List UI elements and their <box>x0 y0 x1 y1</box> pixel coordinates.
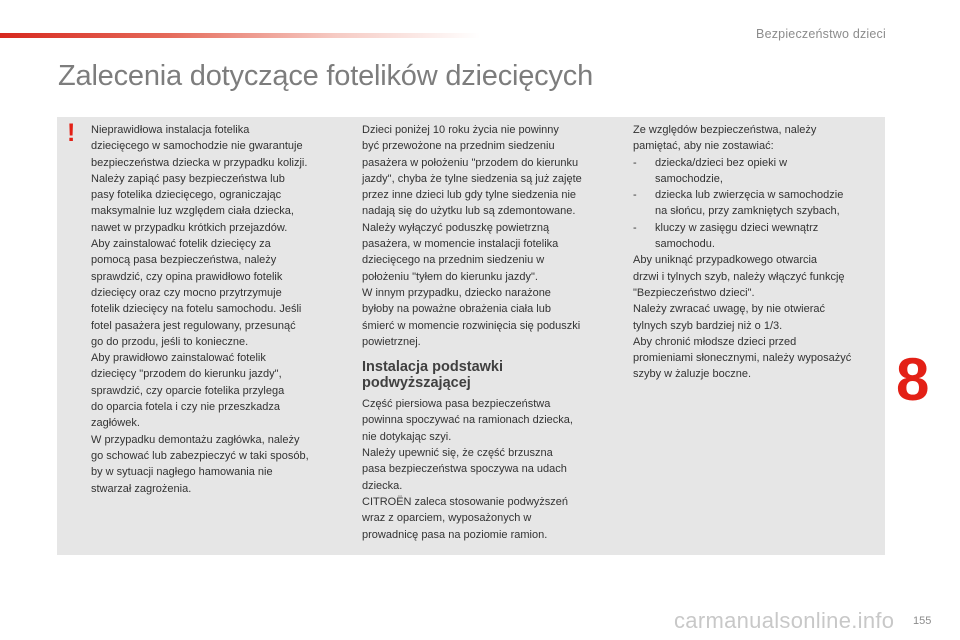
subheading-line: podwyższającej <box>362 375 471 392</box>
text-line: dziecięcego w samochodzie nie gwarantuje <box>91 140 303 153</box>
text-line: powietrznej. <box>362 335 421 348</box>
text-line: Dzieci poniżej 10 roku życia nie powinny <box>362 124 559 136</box>
text-line: tylnych szyb bardziej niż o 1/3. <box>633 319 783 332</box>
text-line: bezpieczeństwa dziecka w przypadku kolizji. <box>91 156 308 169</box>
warning-exclamation-icon: ! <box>67 119 76 147</box>
text-line: prowadnicę pasa na poziomie ramion. <box>362 528 548 541</box>
text-line: dziecka/dzieci bez opieki w <box>655 156 788 169</box>
text-line: dziecka. <box>362 479 403 492</box>
text-line: przez inne dzieci lub gdy tylne siedzenia nie <box>362 189 577 202</box>
text-line: jazdy", chyba że tylne siedzenia są już zajęte <box>362 172 582 185</box>
watermark: carmanualsonline.info <box>674 608 895 633</box>
text-line: Należy zwracać uwagę, by nie otwierać <box>633 303 825 316</box>
text-line: Aby uniknąć przypadkowego otwarcia <box>633 254 818 267</box>
page-title: Zalecenia dotyczące fotelików dziecięcych <box>58 60 594 92</box>
text-line: szyby w żaluzje boczne. <box>633 368 751 381</box>
text-line: dziecka lub zwierzęcia w samochodzie <box>655 189 844 202</box>
text-line: pamiętać, aby nie zostawiać: <box>633 140 774 153</box>
text-line: W innym przypadku, dziecko narażone <box>362 286 551 299</box>
dash-bullet: - <box>633 156 637 169</box>
text-line: Należy zapiąć pasy bezpieczeństwa lub <box>91 172 285 185</box>
booster-subheading <box>362 359 624 391</box>
text-line: go schować lub zabezpieczyć w taki sposób, <box>91 449 309 462</box>
text-line: do oparcia fotela i czy nie przeszkadza <box>91 401 280 414</box>
list-item <box>633 187 883 220</box>
text-line: Ze względów bezpieczeństwa, należy <box>633 124 817 136</box>
text-line: na słońcu, przy zamkniętych szybach, <box>655 205 840 218</box>
text-line: Aby zainstalować fotelik dziecięcy za <box>91 238 271 251</box>
text-line: promieniami słonecznymi, należy wyposażyć <box>633 352 852 365</box>
page-number: 155 <box>913 615 932 627</box>
text-line: pomocą pasa bezpieczeństwa, należy <box>91 254 277 267</box>
text-line: Część piersiowa pasa bezpieczeństwa <box>362 398 551 411</box>
text-line: położeniu "tyłem do kierunku jazdy". <box>362 270 538 283</box>
header-accent-bar <box>0 33 480 38</box>
airbag-column <box>362 122 624 543</box>
text-line: by w sytuacji nagłego hamowania nie <box>91 466 273 479</box>
list-item <box>633 155 883 188</box>
text-line: pasa bezpieczeństwa spoczywa na udach <box>362 463 567 476</box>
text-line: pasy fotelika dziecięcego, ograniczając <box>91 189 282 202</box>
text-line: pasażera, w momencie instalacji fotelika <box>362 238 559 251</box>
text-line: samochodu. <box>655 238 715 251</box>
subheading-line: Instalacja podstawki <box>362 359 504 376</box>
text-line: Należy upewnić się, że część brzuszna <box>362 447 553 460</box>
text-line: go do przodu, jeśli to konieczne. <box>91 335 249 348</box>
text-line: fotel pasażera jest regulowany, przesunąć <box>91 319 296 332</box>
text-line: Aby chronić młodsze dzieci przed <box>633 335 797 348</box>
text-line: wraz z oparciem, wyposażonych w <box>362 512 532 525</box>
text-line: Aby prawidłowo zainstalować fotelik <box>91 352 266 365</box>
text-line: dziecięcego na przednim siedzeniu w <box>362 254 545 267</box>
text-line: byłoby na poważne obrażenia ciała lub <box>362 303 551 316</box>
text-line: dziecięcy "przodem do kierunku jazdy", <box>91 368 282 381</box>
text-line: nie dotykając szyi. <box>362 430 452 443</box>
list-item <box>633 220 883 253</box>
text-line: stwarzał zagrożenia. <box>91 482 192 495</box>
text-line: dziecięcy oraz czy mocno przytrzymuje <box>91 286 282 299</box>
warning-column <box>91 122 353 497</box>
text-line: być przewożone na przednim siedzeniu <box>362 140 555 153</box>
text-line: sprawdzić, czy oparcie fotelika przylega <box>91 384 285 397</box>
text-line: CITROËN zaleca stosowanie podwyższeń <box>362 495 569 508</box>
text-line: fotelik dziecięcy na fotelu samochodu. Jeśli <box>91 303 302 316</box>
text-line: Nieprawidłowa instalacja fotelika <box>91 124 250 136</box>
text-line: powinna spoczywać na ramionach dziecka, <box>362 414 573 427</box>
dash-bullet: - <box>633 221 637 234</box>
text-line: zagłówek. <box>91 417 140 430</box>
text-line: kluczy w zasięgu dzieci wewnątrz <box>655 221 819 234</box>
text-line: pasażera w położeniu "przodem do kierunku <box>362 156 579 169</box>
chapter-number: 8 <box>896 346 930 413</box>
text-line: nawet w przypadku krótkich przejazdów. <box>91 221 288 234</box>
text-line: nadają się do użytku lub są zdemontowane. <box>362 205 576 218</box>
text-line: drzwi i tylnych szyb, należy włączyć funkcję <box>633 270 845 283</box>
text-line: W przypadku demontażu zagłówka, należy <box>91 433 300 446</box>
dash-bullet: - <box>633 189 637 202</box>
section-title: Bezpieczeństwo dzieci <box>756 27 886 41</box>
text-line: sprawdzić, czy opina prawidłowo fotelik <box>91 270 283 283</box>
text-line: maksymalnie luz względem ciała dziecka, <box>91 205 294 218</box>
text-line: samochodzie, <box>655 172 723 185</box>
text-line: śmierć w momencie rozwinięcia się poduszki <box>362 319 581 332</box>
text-line: Należy wyłączyć poduszkę powietrzną <box>362 221 550 234</box>
safety-reminders-column <box>633 122 883 383</box>
text-line: "Bezpieczeństwo dzieci". <box>633 286 755 299</box>
